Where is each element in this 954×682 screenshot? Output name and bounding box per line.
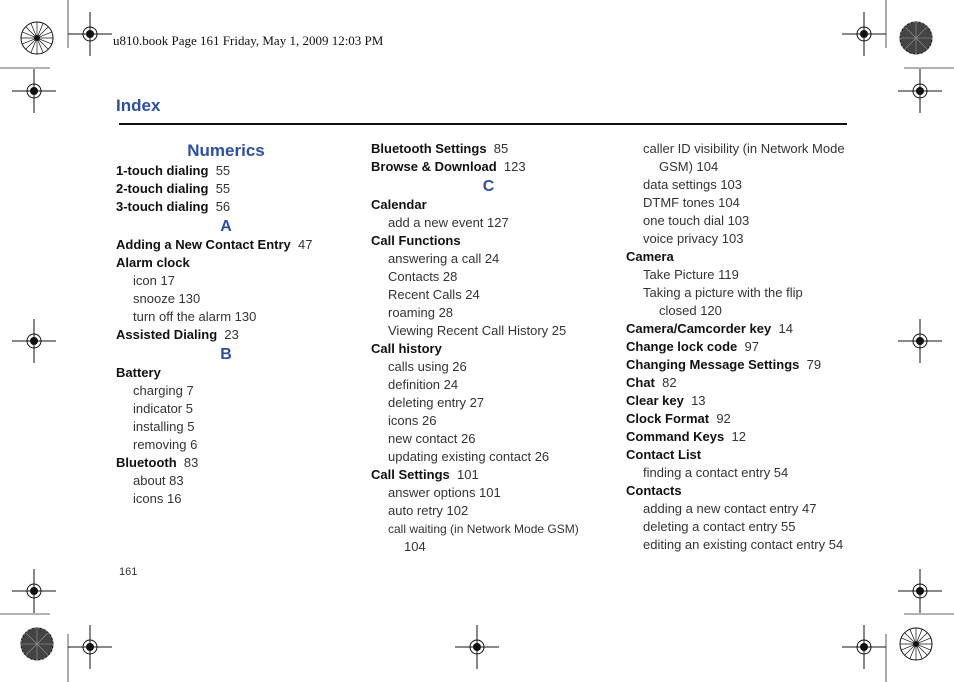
index-subentry: Take Picture 119 bbox=[643, 267, 739, 282]
entry-page: 82 bbox=[662, 375, 677, 390]
entry-page: 56 bbox=[215, 199, 231, 214]
entry-term: Camera bbox=[626, 249, 674, 264]
entry-term: Chat bbox=[626, 375, 655, 390]
entry-term: Browse & Download bbox=[371, 159, 497, 174]
index-entry bbox=[371, 158, 606, 176]
index-subentry-continued: 104 bbox=[404, 539, 426, 554]
index-subentry: definition 24 bbox=[388, 377, 459, 392]
entry-page: 23 bbox=[224, 327, 239, 342]
index-subentry: voice privacy 103 bbox=[643, 231, 744, 246]
index-subentry: call waiting (in Network Mode GSM) bbox=[388, 522, 579, 536]
entry-page: 83 bbox=[183, 455, 199, 470]
entry-term: Changing Message Settings bbox=[626, 357, 800, 372]
entry-term: Call Functions bbox=[371, 233, 461, 248]
index-subentry: one touch dial 103 bbox=[643, 213, 750, 228]
index-subentry: about 83 bbox=[133, 473, 184, 488]
index-entry bbox=[626, 374, 854, 392]
index-entry bbox=[116, 236, 336, 254]
index-entry bbox=[116, 162, 336, 180]
index-subentry: add a new event 127 bbox=[388, 215, 509, 230]
index-entry bbox=[371, 140, 606, 158]
print-header: u810.book Page 161 Friday, May 1, 2009 12:03 PM bbox=[113, 33, 384, 48]
entry-page: 92 bbox=[716, 411, 731, 426]
index-subentry: Recent Calls 24 bbox=[388, 287, 480, 302]
index-subentry: caller ID visibility (in Network Mode bbox=[643, 141, 845, 156]
index-subentry: snooze 130 bbox=[133, 291, 201, 306]
section-heading-numerics: Numerics bbox=[187, 141, 265, 160]
index-subentry: icons 16 bbox=[133, 491, 182, 506]
index-subentry: charging 7 bbox=[133, 383, 194, 398]
letter-heading-c: C bbox=[482, 178, 495, 195]
entry-page: 101 bbox=[456, 467, 479, 482]
index-subentry: turn off the alarm 130 bbox=[133, 309, 257, 324]
index-subentry: icon 17 bbox=[133, 273, 175, 288]
entry-page: 13 bbox=[691, 393, 706, 408]
entry-page: 55 bbox=[215, 181, 231, 196]
index-subentry: adding a new contact entry 47 bbox=[643, 501, 817, 516]
index-entry bbox=[626, 338, 854, 356]
index-subentry: DTMF tones 104 bbox=[643, 195, 740, 210]
index-subentry: finding a contact entry 54 bbox=[643, 465, 789, 480]
index-subentry: answering a call 24 bbox=[388, 251, 500, 266]
index-subentry: roaming 28 bbox=[388, 305, 454, 320]
index-entry bbox=[371, 232, 606, 250]
index-entry bbox=[626, 248, 854, 266]
index-entry bbox=[371, 196, 606, 214]
entry-term: Contacts bbox=[626, 483, 682, 498]
index-subentry-continued: GSM) 104 bbox=[659, 159, 719, 174]
entry-page: 97 bbox=[744, 339, 759, 354]
index-subentry: icons 26 bbox=[388, 413, 437, 428]
entry-term: Adding a New Contact Entry bbox=[116, 237, 291, 252]
index-subentry: editing an existing contact entry 54 bbox=[643, 537, 844, 552]
entry-term: Alarm clock bbox=[116, 255, 190, 270]
title-rule bbox=[119, 123, 847, 125]
index-subentry: data settings 103 bbox=[643, 177, 743, 192]
index-entry bbox=[626, 410, 854, 428]
entry-page: 123 bbox=[503, 159, 526, 174]
entry-term: 1-touch dialing bbox=[116, 163, 209, 178]
index-subentry: Contacts 28 bbox=[388, 269, 458, 284]
index-entry bbox=[626, 356, 854, 374]
page-number: 161 bbox=[119, 566, 138, 578]
entry-term: Calendar bbox=[371, 197, 427, 212]
entry-page: 79 bbox=[806, 357, 822, 372]
index-subentry: calls using 26 bbox=[388, 359, 467, 374]
letter-heading-a: A bbox=[220, 218, 232, 235]
entry-page: 55 bbox=[215, 163, 231, 178]
index-entry bbox=[116, 364, 336, 382]
index-entry bbox=[116, 326, 336, 344]
entry-term: Camera/Camcorder key bbox=[626, 321, 772, 336]
entry-term: Call history bbox=[371, 341, 442, 356]
index-column-3 bbox=[626, 140, 854, 554]
entry-term: Change lock code bbox=[626, 339, 738, 354]
index-subentry: updating existing contact 26 bbox=[388, 449, 550, 464]
entry-page: 12 bbox=[731, 429, 746, 444]
entry-page: 47 bbox=[298, 237, 313, 252]
entry-page: 14 bbox=[778, 321, 793, 336]
entry-term: Call Settings bbox=[371, 467, 450, 482]
index-column-1 bbox=[116, 140, 336, 508]
index-entry bbox=[116, 454, 336, 472]
index-subentry-continued: closed 120 bbox=[659, 303, 722, 318]
index-entry bbox=[626, 446, 854, 464]
index-entry bbox=[371, 466, 606, 484]
index-subentry: Taking a picture with the flip bbox=[643, 285, 803, 300]
entry-term: Assisted Dialing bbox=[116, 327, 218, 342]
index-entry bbox=[626, 482, 854, 500]
index-entry bbox=[626, 428, 854, 446]
letter-heading-b: B bbox=[220, 346, 232, 363]
entry-term: 2-touch dialing bbox=[116, 181, 209, 196]
index-entry bbox=[626, 320, 854, 338]
index-entry bbox=[116, 198, 336, 216]
index-subentry: installing 5 bbox=[133, 419, 195, 434]
index-entry bbox=[626, 392, 854, 410]
entry-page: 85 bbox=[493, 141, 509, 156]
index-subentry: removing 6 bbox=[133, 437, 198, 452]
entry-term: Clock Format bbox=[626, 411, 710, 426]
index-subentry: deleting entry 27 bbox=[388, 395, 485, 410]
page-title: Index bbox=[116, 96, 161, 115]
index-subentry: answer options 101 bbox=[388, 485, 501, 500]
entry-term: 3-touch dialing bbox=[116, 199, 209, 214]
entry-term: Command Keys bbox=[626, 429, 725, 444]
entry-term: Battery bbox=[116, 365, 161, 380]
index-subentry: indicator 5 bbox=[133, 401, 193, 416]
index-entry bbox=[116, 180, 336, 198]
index-entry bbox=[371, 340, 606, 358]
index-subentry: new contact 26 bbox=[388, 431, 476, 446]
index-column-2 bbox=[371, 140, 606, 556]
entry-term: Bluetooth bbox=[116, 455, 177, 470]
entry-term: Bluetooth Settings bbox=[371, 141, 487, 156]
index-subentry: Viewing Recent Call History 25 bbox=[388, 323, 567, 338]
entry-term: Contact List bbox=[626, 447, 702, 462]
index-subentry: auto retry 102 bbox=[388, 503, 469, 518]
index-subentry: deleting a contact entry 55 bbox=[643, 519, 796, 534]
entry-term: Clear key bbox=[626, 393, 684, 408]
index-entry bbox=[116, 254, 336, 272]
